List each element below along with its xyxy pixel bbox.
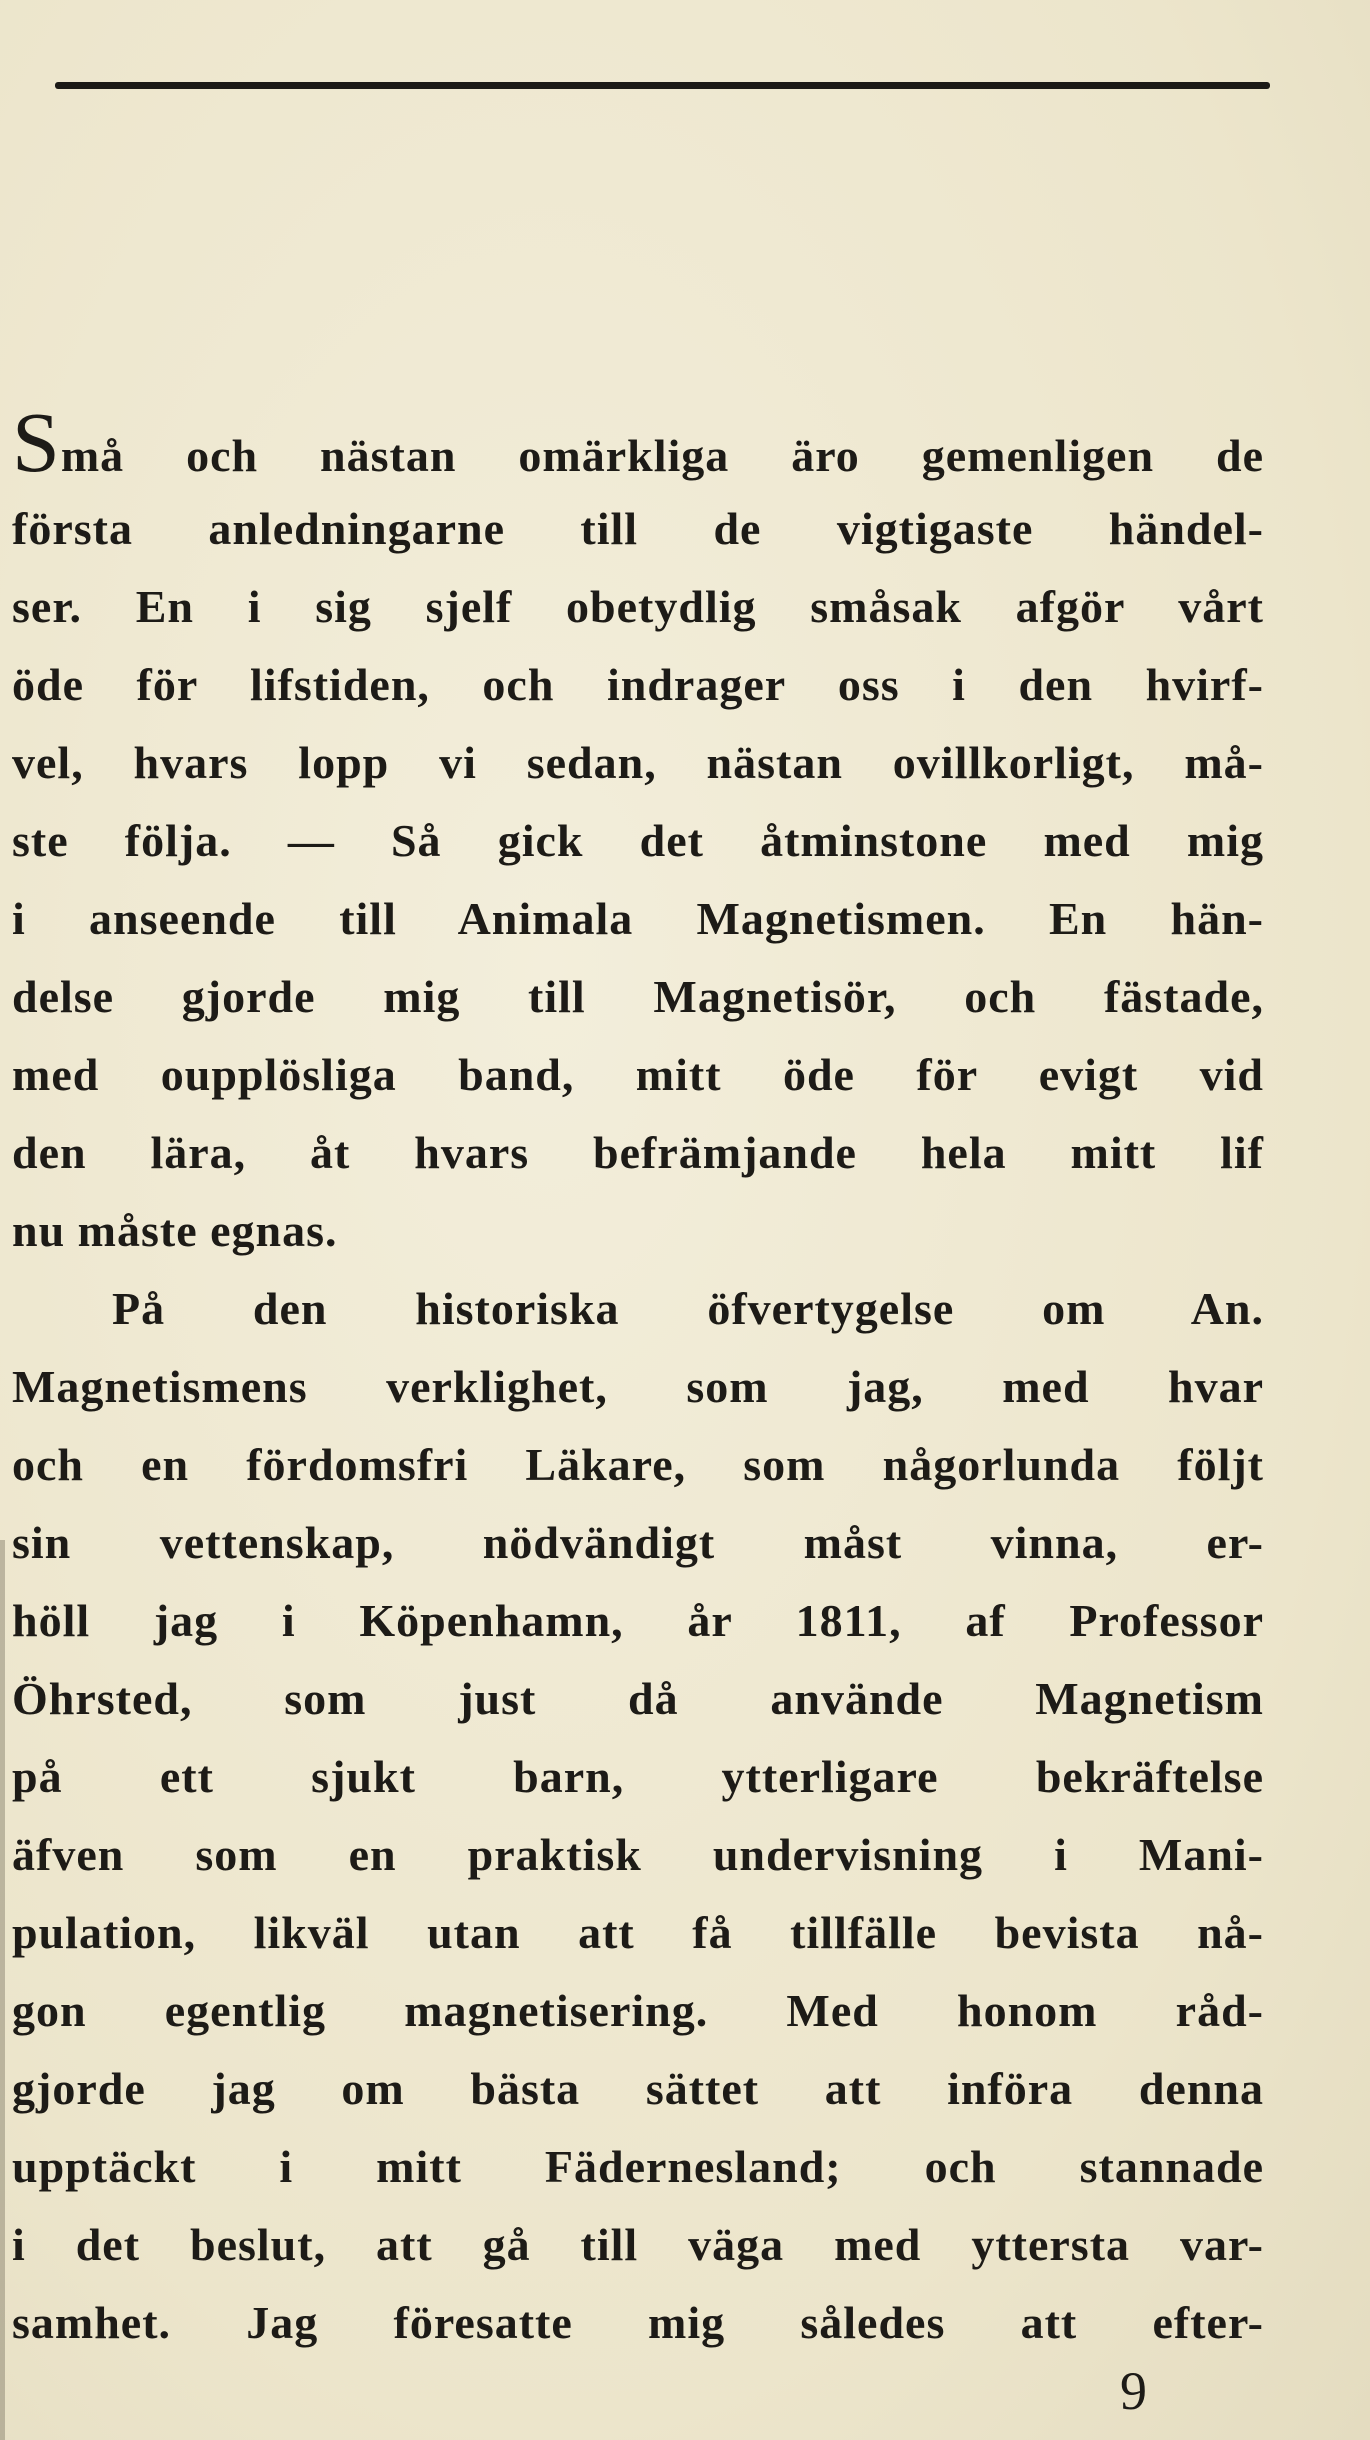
page-gutter-shadow (0, 1540, 5, 2440)
text-line: upptäckt i mitt Fädernesland; och stannade (12, 2141, 1264, 2192)
text-line: pulation, likväl utan att få tillfälle bevista nå- (12, 1907, 1264, 1958)
text-line: vel, hvars lopp vi sedan, nästan ovillkorligt, må- (12, 737, 1264, 788)
text-line: på ett sjukt barn, ytterligare bekräftelse (12, 1751, 1264, 1802)
text-line: Öhrsted, som just då använde Magnetism (12, 1673, 1264, 1724)
text-line: delse gjorde mig till Magnetisör, och fästade, (12, 971, 1264, 1022)
text-line: äfven som en praktisk undervisning i Mani- (12, 1829, 1264, 1880)
text-line: och en fördomsfri Läkare, som någorlunda följt (12, 1439, 1264, 1490)
text-line: ste följa. — Så gick det åtminstone med mig (12, 815, 1264, 866)
text-line: ser. En i sig sjelf obetydlig småsak afgör vårt (12, 581, 1264, 632)
text-line: den lära, åt hvars befrämjande hela mitt lif (12, 1127, 1264, 1178)
text-line: med oupplösliga band, mitt öde för evigt vid (12, 1049, 1264, 1100)
text-line: första anledningarne till de vigtigaste händel- (12, 503, 1264, 554)
text-line: öde för lifstiden, och indrager oss i den hvirf- (12, 659, 1264, 710)
text-line: nu måste egnas. (12, 1205, 338, 1256)
text-line: Magnetismens verklighet, som jag, med hvar (12, 1361, 1264, 1412)
text-line: i det beslut, att gå till väga med yttersta var- (12, 2219, 1264, 2270)
drop-cap: S (12, 394, 61, 490)
header-rule (55, 82, 1270, 89)
text-line: i anseende till Animala Magnetismen. En hän- (12, 893, 1264, 944)
text-line (12, 394, 1264, 490)
text-line: gjorde jag om bästa sättet att införa denna (12, 2063, 1264, 2114)
text-line: samhet. Jag föresatte mig således att efter- (12, 2297, 1264, 2348)
text-line: På den historiska öfvertygelse om An. (112, 1283, 1264, 1334)
body-text (12, 394, 1264, 2362)
text-line: gon egentlig magnetisering. Med honom råd- (12, 1985, 1264, 2036)
page-number: 9 (1120, 2361, 1147, 2421)
line-text: må och nästan omärkliga äro gemenligen de (60, 430, 1264, 481)
text-line: sin vettenskap, nödvändigt måst vinna, er- (12, 1517, 1264, 1568)
text-line: höll jag i Köpenhamn, år 1811, af Professor (12, 1595, 1264, 1646)
